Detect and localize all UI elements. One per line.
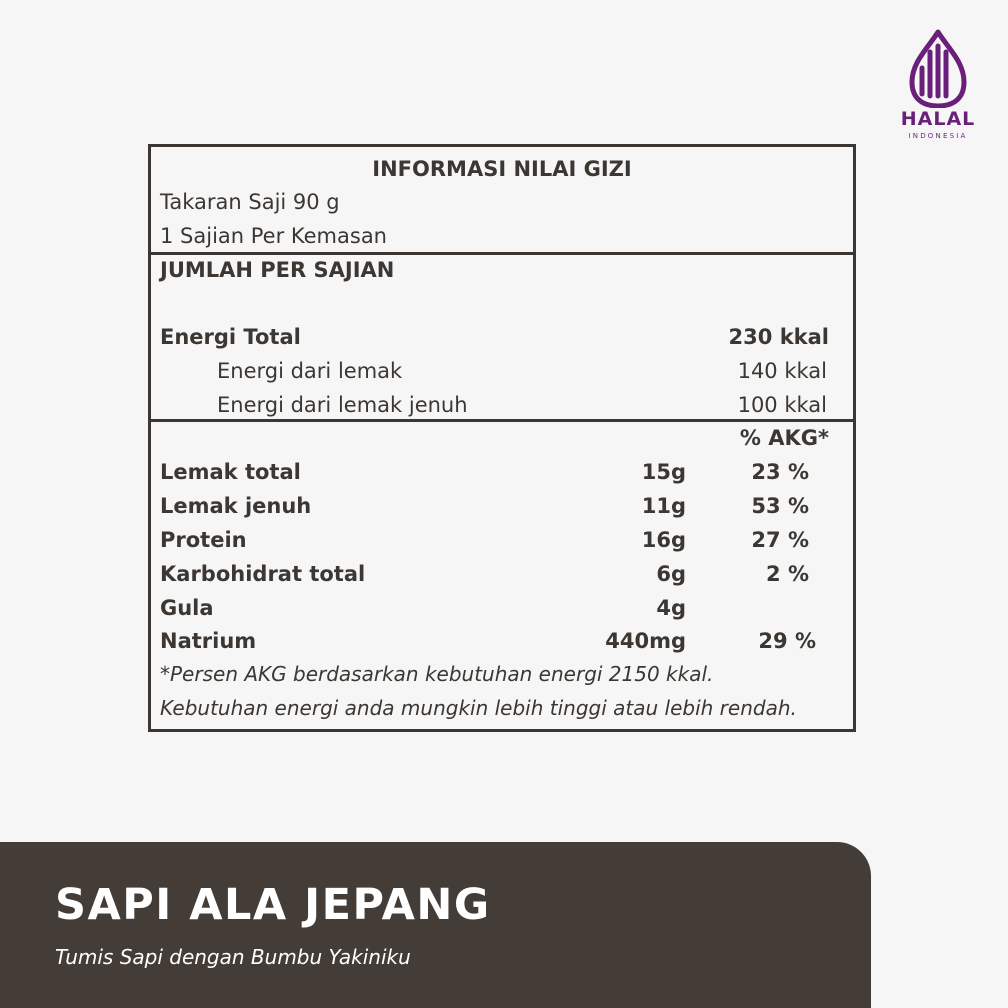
akg-header: % AKG*: [739, 426, 829, 450]
halal-logo: [896, 28, 980, 168]
nutrient-label: Lemak jenuh: [160, 494, 312, 518]
serving-size: Takaran Saji 90 g: [160, 190, 340, 214]
product-name: SAPI ALA JEPANG: [55, 880, 491, 930]
nutrient-label: Protein: [160, 528, 247, 552]
halal-emblem-icon: [908, 28, 968, 108]
energy-from-fat-label: Energi dari lemak: [217, 359, 403, 383]
energy-from-saturated-fat-label: Energi dari lemak jenuh: [217, 393, 468, 417]
energy-from-saturated-fat-value: 100 kkal: [737, 393, 827, 417]
akg-footnote: *Persen AKG berdasarkan kebutuhan energi 2150 kkal.: [160, 662, 714, 686]
halal-logo-subtitle: INDONESIA: [908, 132, 968, 140]
product-footer: [0, 842, 871, 1008]
nutrient-amount: 440mg: [605, 629, 686, 653]
nutrient-label: Gula: [160, 596, 214, 620]
servings-per-pack: 1 Sajian Per Kemasan: [160, 224, 387, 248]
energy-from-fat-value: 140 kkal: [737, 359, 827, 383]
nutrient-amount: 6g: [656, 562, 686, 586]
nutrient-amount: 4g: [656, 596, 686, 620]
divider: [151, 419, 853, 422]
nutrient-akg: 2 %: [766, 562, 809, 586]
energy-total-label: Energi Total: [160, 325, 301, 349]
nutrient-akg: 29 %: [758, 629, 816, 653]
nutrient-label: Natrium: [160, 629, 257, 653]
energy-needs-footnote: Kebutuhan energi anda mungkin lebih tinggi atau lebih rendah.: [160, 696, 797, 720]
nutrient-akg: 23 %: [751, 460, 809, 484]
nutrition-heading: INFORMASI NILAI GIZI: [372, 157, 632, 181]
nutrition-facts-panel: [148, 144, 856, 732]
nutrient-amount: 16g: [641, 528, 686, 552]
energy-total-value: 230 kkal: [728, 325, 829, 349]
nutrient-akg: 53 %: [751, 494, 809, 518]
amount-per-serving-header: JUMLAH PER SAJIAN: [160, 258, 395, 282]
nutrient-amount: 11g: [641, 494, 686, 518]
divider: [151, 252, 853, 255]
halal-logo-title: HALAL: [900, 108, 976, 130]
nutrient-akg: 27 %: [751, 528, 809, 552]
nutrient-label: Karbohidrat total: [160, 562, 366, 586]
product-subtitle: Tumis Sapi dengan Bumbu Yakiniku: [55, 945, 411, 969]
nutrient-amount: 15g: [641, 460, 686, 484]
nutrient-label: Lemak total: [160, 460, 301, 484]
